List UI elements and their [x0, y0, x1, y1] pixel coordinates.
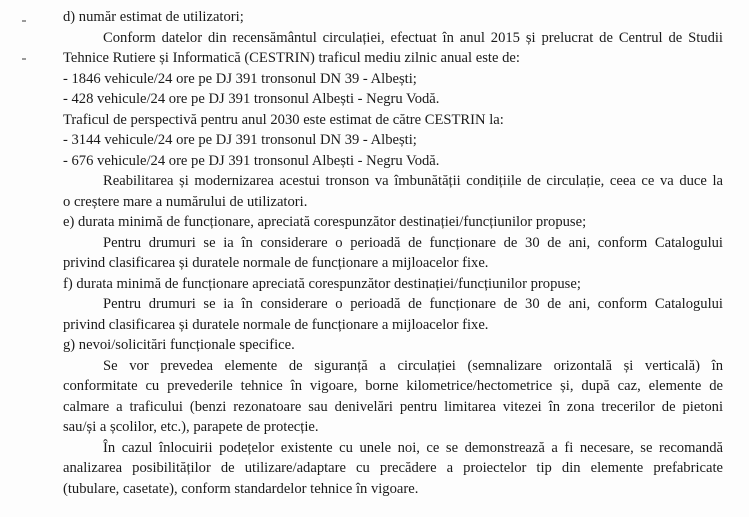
paragraph-line: Pentru drumuri se ia în considerare o perioadă de funcționare de 30 de ani, conform Catalogului [103, 296, 723, 312]
paragraph-line: conformitate cu prevederile tehnice în vigoare, borne kilometrice/hectometrice și, după caz, elemente de [63, 378, 723, 394]
list-item: - 1846 vehicule/24 ore pe DJ 391 tronsonul DN 39 - Albești; [63, 70, 417, 87]
paragraph-line: analizarea posibilităților de utilizare/adaptare cu precădere a proiectelor tip din elemente prefabricate [63, 460, 723, 476]
paragraph-line: (tubulare, casetate), conform standardelor tehnice în vigoare. [63, 480, 419, 497]
paragraph-line: Pentru drumuri se ia în considerare o perioadă de funcționare de 30 de ani, conform Catalogului [103, 234, 723, 251]
section-heading-f: f) durata minimă de funcționare apreciată corespunzător destinației/funcțiunilor propuse; [63, 275, 581, 292]
list-item: - 428 vehicule/24 ore pe DJ 391 tronsonul Albești - Negru Vodă. [63, 91, 440, 107]
paragraph-line: sau/și a școlilor, etc.), parapete de protecție. [63, 419, 319, 435]
section-heading-g: g) nevoi/solicitări funcționale specifice. [63, 337, 295, 353]
list-item: - 3144 vehicule/24 ore pe DJ 391 tronsonul DN 39 - Albești; [63, 132, 417, 148]
paragraph-line: Traficul de perspectivă pentru anul 2030 este estimat de către CESTRIN la: [63, 111, 504, 128]
document-body [63, 7, 723, 499]
paragraph-line: privind clasificarea și duratele normale de funcționare a mijloacelor fixe. [63, 255, 489, 271]
paragraph-line: În cazul înlocuirii podețelor existente cu unele noi, ce se demonstrează a fi necesare, se recomandă [103, 439, 723, 456]
paragraph-line: Tehnice Rutiere și Informatică (CESTRIN) traficul mediu zilnic anual este de: [63, 50, 520, 66]
paragraph-line: o creștere mare a numărului de utilizatori. [63, 193, 308, 210]
paragraph-line: Reabilitarea și modernizarea acestui tronson va îmbunătății condițiile de circulație, ceea ce va duce la [103, 173, 723, 189]
section-heading-d: d) număr estimat de utilizatori; [63, 9, 244, 25]
paragraph-line: Se vor prevedea elemente de siguranță a circulației (semnalizare orizontală și verticală) în [103, 357, 723, 374]
paragraph-line: Conform datelor din recensământul circulației, efectuat în anul 2015 și prelucrat de Centrul de Studii [103, 29, 723, 46]
paragraph-line: calmare a traficului (benzi rezonatoare sau denivelări pentru limitarea vitezei în zona trecerilor de pietoni [63, 398, 723, 415]
list-item: - 676 vehicule/24 ore pe DJ 391 tronsonul Albești - Negru Vodă. [63, 152, 440, 169]
margin-mark [22, 58, 26, 60]
paragraph-line: privind clasificarea și duratele normale de funcționare a mijloacelor fixe. [63, 316, 489, 333]
margin-mark [22, 20, 26, 22]
section-heading-e: e) durata minimă de funcționare, apreciată corespunzător destinației/funcțiunilor propuse; [63, 214, 587, 230]
